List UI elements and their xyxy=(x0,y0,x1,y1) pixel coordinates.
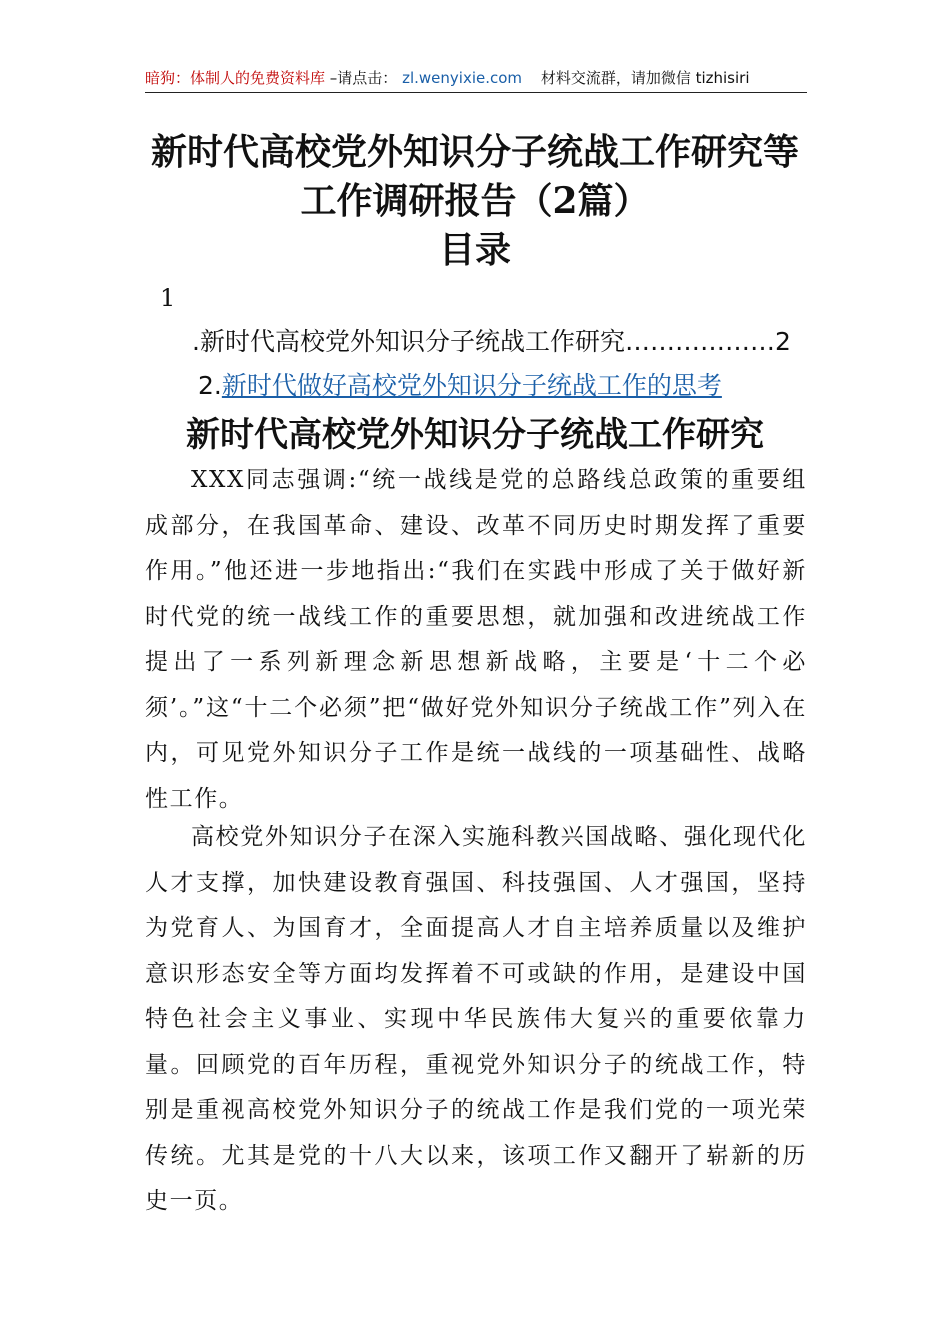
toc-item-2[interactable] xyxy=(198,368,722,404)
header-brand: 暗狗：体制人的免费资料库 xyxy=(145,69,326,87)
body-paragraph-1 xyxy=(145,458,807,822)
header-prompt: –请点击： xyxy=(329,69,398,87)
toc-item-1-number: 1 xyxy=(160,284,176,312)
toc-item-1-leader: ……………… xyxy=(624,327,775,356)
toc-heading: 目录 xyxy=(438,229,511,271)
paragraph-1-text: XXX同志强调:“统一战线是党的总路线总政策的重要组成部分，在我国革命、建设、改革不同历史时期发挥了重要作用。”他还进一步地指出:“我们在实践中形成了关于做好新时代党的统一战线工作的重要思想，就加强和改进统战工作提出了一系列新理念新思想新战略，主要是‘十二个必须’。”这“十二个必须”把“做好党外知识分子统战工作”列入在内，可见党外知识分子工作是统一战线的一项基础性、战略性工作。 xyxy=(145,467,807,812)
toc-item-2-link[interactable]: 新时代做好高校党外知识分子统战工作的思考 xyxy=(221,371,722,400)
document-title-line-2: 工作调研报告（2篇） xyxy=(300,180,650,222)
section-title: 新时代高校党外知识分子统战工作研究 xyxy=(186,415,764,455)
header-contact: 材料交流群，请加微信 tizhisiri xyxy=(540,69,750,87)
toc-item-1-text: .新时代高校党外知识分子统战工作研究 xyxy=(192,327,625,356)
toc-item-2-number: 2. xyxy=(198,371,222,400)
body-paragraph-2 xyxy=(145,815,807,1225)
header-url-link[interactable]: zl.wenyixie.com xyxy=(402,69,523,87)
paragraph-2-text: 高校党外知识分子在深入实施科教兴国战略、强化现代化人才支撑，加快建设教育强国、科技强国、人才强国，坚持为党育人、为国育才，全面提高人才自主培养质量以及维护意识形态安全等方面均发挥着不可或缺的作用，是建设中国特色社会主义事业、实现中华民族伟大复兴的重要依靠力量。回顾党的百年历程，重视党外知识分子的统战工作，特别是重视高校党外知识分子的统战工作是我们党的一项光荣传统。尤其是党的十八大以来，该项工作又翻开了崭新的历史一页。 xyxy=(145,824,807,1214)
toc-item-1-page: 2 xyxy=(774,327,791,356)
page-header xyxy=(145,64,807,93)
document-title-line-1: 新时代高校党外知识分子统战工作研究等 xyxy=(150,131,799,173)
toc-item-1[interactable] xyxy=(192,324,791,360)
